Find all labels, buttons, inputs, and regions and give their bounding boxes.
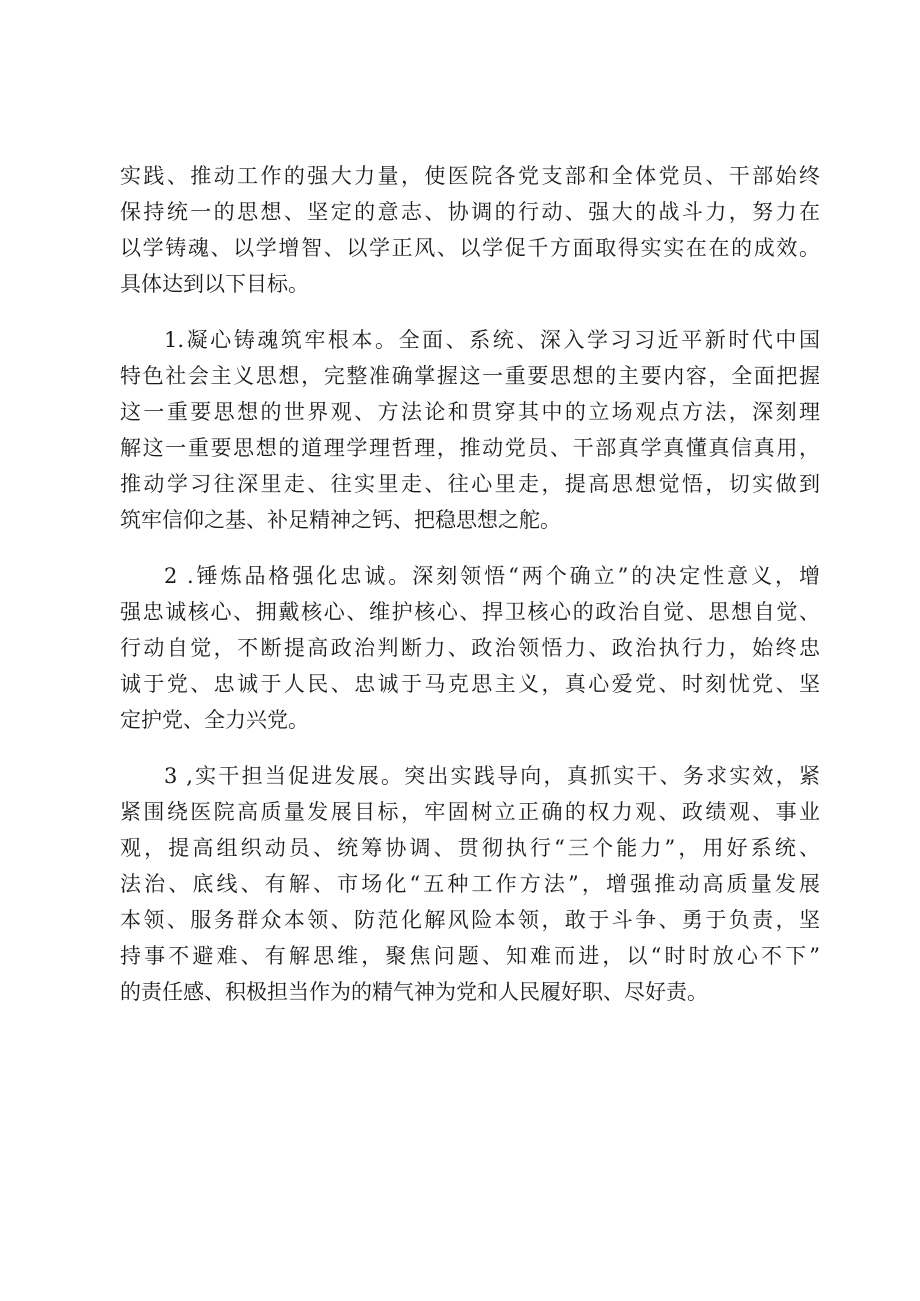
goal-3-paragraph [120,758,820,1010]
text-line: 诚于党、忠诚于人民、忠诚于马克思主义，真心爱党、时刻忧党、坚 [120,672,820,696]
text-line: 1.凝心铸魂筑牢根本。全面、系统、深入学习习近平新时代中国 [164,328,820,352]
text-line: 2 .锤炼品格强化忠诚。深刻领悟“两个确立”的决定性意义，增 [164,564,820,588]
text-line: 保持统一的思想、坚定的意志、协调的行动、强大的战斗力，努力在 [120,200,820,224]
text-line: 的责任感、积极担当作为的精气神为党和人民履好职、尽好责。 [120,980,708,1004]
text-line: 定护党、全力兴党。 [120,708,309,732]
text-line: 强忠诚核心、拥戴核心、维护核心、捍卫核心的政治自觉、思想自觉、 [120,600,820,624]
text-line: 行动自觉，不断提高政治判断力、政治领悟力、政治执行力，始终忠 [120,636,820,660]
goal-1-paragraph [120,322,820,538]
text-line: 紧围绕医院高质量发展目标，牢固树立正确的权力观、政绩观、事业 [120,800,820,824]
goal-2-paragraph [120,558,820,738]
text-line: 具体达到以下目标。 [120,272,309,296]
text-line: 实践、推动工作的强大力量，使医院各党支部和全体党员、干部始终 [120,164,820,188]
text-line: 推动学习往深里走、往实里走、往心里走，提高思想觉悟，切实做到 [120,472,820,496]
body-text [120,158,820,1010]
text-line: 持事不避难、有解思维，聚焦问题、知难而进，以“时时放心不下” [120,944,820,968]
text-line: 3 ,实干担当促进发展。突出实践导向，真抓实干、务求实效，紧 [164,764,820,788]
text-line: 观，提高组织动员、统筹协调、贯彻执行“三个能力”，用好系统、 [120,836,820,860]
text-line: 法治、底线、有解、市场化“五种工作方法”，增强推动高质量发展 [120,872,820,896]
text-line: 特色社会主义思想，完整准确掌握这一重要思想的主要内容，全面把握 [120,364,820,388]
text-line: 以学铸魂、以学增智、以学正风、以学促千方面取得实实在在的成效。 [120,236,820,260]
text-line: 这一重要思想的世界观、方法论和贯穿其中的立场观点方法，深刻理 [120,400,820,424]
text-line: 解这一重要思想的道理学理哲理，推动党员、干部真学真懂真信真用， [120,436,820,460]
text-line: 本领、服务群众本领、防范化解风险本领，敢于斗争、勇于负责，坚 [120,908,820,932]
text-line: 筑牢信仰之基、补足精神之钙、把稳思想之舵。 [120,508,561,532]
intro-paragraph [120,158,820,302]
